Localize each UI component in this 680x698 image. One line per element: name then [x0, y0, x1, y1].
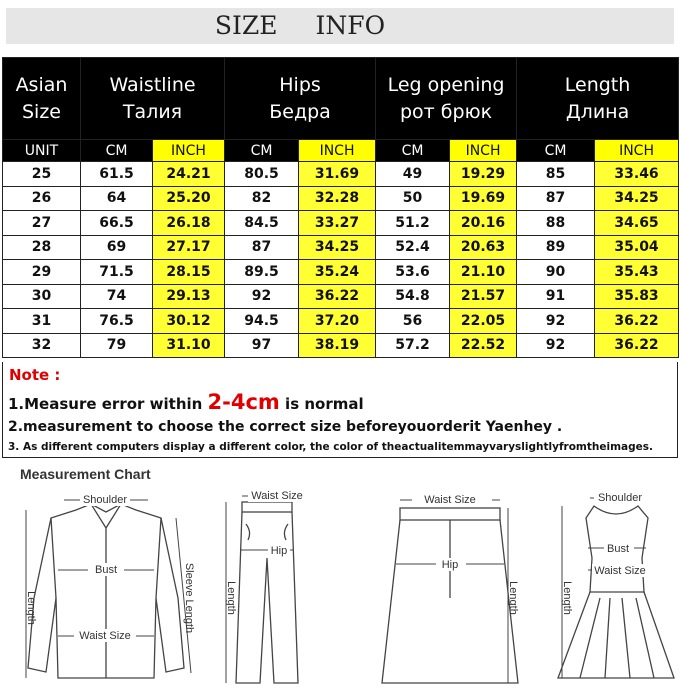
inch-cell: 24.21	[153, 162, 225, 187]
size-table	[2, 57, 679, 358]
cm-cell: 50	[376, 186, 450, 211]
measurement-chart-title: Measurement Chart	[20, 466, 151, 482]
inch-cell: 35.24	[299, 260, 376, 285]
shirt-bust-label: Bust	[94, 564, 118, 576]
inch-cell: 34.25	[595, 186, 679, 211]
inch-cell: 26.18	[153, 211, 225, 236]
note-measure-error: 1.Measure error within 2-4cm is normal	[8, 390, 364, 414]
shirt-sleeve-label: Sleeve Length	[183, 562, 195, 634]
inch-cell: 35.43	[595, 260, 679, 285]
header-leg-opening: Leg opening рот брюк	[376, 58, 517, 140]
notes-section	[2, 362, 678, 458]
inch-cell: 33.46	[595, 162, 679, 187]
size-cell: 27	[3, 211, 81, 236]
shirt-length-label: Length	[25, 591, 37, 625]
cm-cell: 91	[517, 284, 595, 309]
inch-cell: 20.16	[450, 211, 517, 236]
inch-cell: 31.10	[153, 333, 225, 358]
inch-cell: 29.13	[153, 284, 225, 309]
unit-cell: CM	[517, 140, 595, 162]
cm-cell: 97	[225, 333, 299, 358]
skirt-diagram	[380, 488, 530, 693]
inch-cell: 21.57	[450, 284, 517, 309]
skirt-hip-label: Hip	[441, 559, 459, 571]
inch-cell: 21.10	[450, 260, 517, 285]
table-row	[3, 333, 679, 358]
table-row	[3, 284, 679, 309]
size-cell: 30	[3, 284, 81, 309]
pants-waist-label: Waist Size	[251, 490, 303, 502]
note-color-disclaimer: 3. As different computers display a different color, the color of theactualitemmayvaryslightlyfromtheimages.	[8, 441, 653, 453]
cm-cell: 66.5	[81, 211, 153, 236]
table-row	[3, 211, 679, 236]
shirt-waist-label: Waist Size	[79, 630, 131, 642]
cm-cell: 51.2	[376, 211, 450, 236]
cm-cell: 54.8	[376, 284, 450, 309]
unit-cell: CM	[376, 140, 450, 162]
cm-cell: 79	[81, 333, 153, 358]
unit-cell: INCH	[153, 140, 225, 162]
unit-cell: INCH	[450, 140, 517, 162]
inch-cell: 36.22	[595, 333, 679, 358]
cm-cell: 82	[225, 186, 299, 211]
note-choose-size: 2.measurement to choose the correct size beforeyouorderit Yaenhey .	[8, 419, 563, 435]
skirt-length-label: Length	[507, 581, 519, 615]
inch-cell: 37.20	[299, 309, 376, 334]
unit-cell: CM	[225, 140, 299, 162]
unit-cell: INCH	[299, 140, 376, 162]
unit-cell: CM	[81, 140, 153, 162]
skirt-waist-label: Waist Size	[424, 494, 476, 506]
inch-cell: 19.69	[450, 186, 517, 211]
cm-cell: 89.5	[225, 260, 299, 285]
size-cell: 28	[3, 235, 81, 260]
cm-cell: 49	[376, 162, 450, 187]
inch-cell: 38.19	[299, 333, 376, 358]
dress-shoulder-label: Shoulder	[597, 492, 643, 504]
table-row	[3, 260, 679, 285]
cm-cell: 74	[81, 284, 153, 309]
cm-cell: 85	[517, 162, 595, 187]
header-hips: Hips Бедра	[225, 58, 376, 140]
inch-cell: 35.83	[595, 284, 679, 309]
cm-cell: 84.5	[225, 211, 299, 236]
inch-cell: 27.17	[153, 235, 225, 260]
pants-diagram	[212, 488, 322, 693]
cm-cell: 52.4	[376, 235, 450, 260]
size-cell: 31	[3, 309, 81, 334]
inch-cell: 22.05	[450, 309, 517, 334]
size-cell: 29	[3, 260, 81, 285]
cm-cell: 64	[81, 186, 153, 211]
cm-cell: 87	[517, 186, 595, 211]
cm-cell: 90	[517, 260, 595, 285]
cm-cell: 87	[225, 235, 299, 260]
banner	[0, 0, 680, 52]
dress-diagram	[550, 488, 678, 693]
header-row	[3, 58, 679, 140]
unit-row	[3, 140, 679, 162]
dress-waist-label: Waist Size	[594, 565, 646, 577]
note-error-range: 2-4cm	[207, 390, 280, 414]
inch-cell: 22.52	[450, 333, 517, 358]
header-length: Length Длина	[517, 58, 679, 140]
cm-cell: 53.6	[376, 260, 450, 285]
cm-cell: 76.5	[81, 309, 153, 334]
banner-title: SIZE INFO	[214, 11, 386, 40]
inch-cell: 19.29	[450, 162, 517, 187]
cm-cell: 92	[225, 284, 299, 309]
inch-cell: 36.22	[299, 284, 376, 309]
cm-cell: 61.5	[81, 162, 153, 187]
cm-cell: 89	[517, 235, 595, 260]
inch-cell: 20.63	[450, 235, 517, 260]
pants-hip-label: Hip	[270, 545, 288, 557]
measurement-chart	[2, 458, 678, 696]
inch-cell: 30.12	[153, 309, 225, 334]
inch-cell: 32.28	[299, 186, 376, 211]
pants-length-label: Length	[225, 581, 237, 615]
cm-cell: 69	[81, 235, 153, 260]
inch-cell: 34.25	[299, 235, 376, 260]
table-row	[3, 235, 679, 260]
header-asian-size: Asian Size	[3, 58, 81, 140]
table-row	[3, 162, 679, 187]
unit-cell: INCH	[595, 140, 679, 162]
cm-cell: 57.2	[376, 333, 450, 358]
table-row	[3, 186, 679, 211]
cm-cell: 94.5	[225, 309, 299, 334]
cm-cell: 92	[517, 309, 595, 334]
unit-cell: UNIT	[3, 140, 81, 162]
size-cell: 32	[3, 333, 81, 358]
inch-cell: 36.22	[595, 309, 679, 334]
note-title: Note :	[9, 366, 61, 384]
inch-cell: 25.20	[153, 186, 225, 211]
inch-cell: 35.04	[595, 235, 679, 260]
table-body	[3, 162, 679, 358]
inch-cell: 31.69	[299, 162, 376, 187]
size-cell: 26	[3, 186, 81, 211]
cm-cell: 56	[376, 309, 450, 334]
shirt-diagram	[16, 488, 196, 693]
table-row	[3, 309, 679, 334]
inch-cell: 28.15	[153, 260, 225, 285]
inch-cell: 34.65	[595, 211, 679, 236]
shirt-shoulder-label: Shoulder	[82, 494, 128, 506]
inch-cell: 33.27	[299, 211, 376, 236]
cm-cell: 71.5	[81, 260, 153, 285]
header-waistline: Waistline Талия	[81, 58, 225, 140]
cm-cell: 92	[517, 333, 595, 358]
dress-bust-label: Bust	[606, 543, 630, 555]
dress-length-label: Length	[561, 581, 573, 615]
cm-cell: 80.5	[225, 162, 299, 187]
size-cell: 25	[3, 162, 81, 187]
cm-cell: 88	[517, 211, 595, 236]
